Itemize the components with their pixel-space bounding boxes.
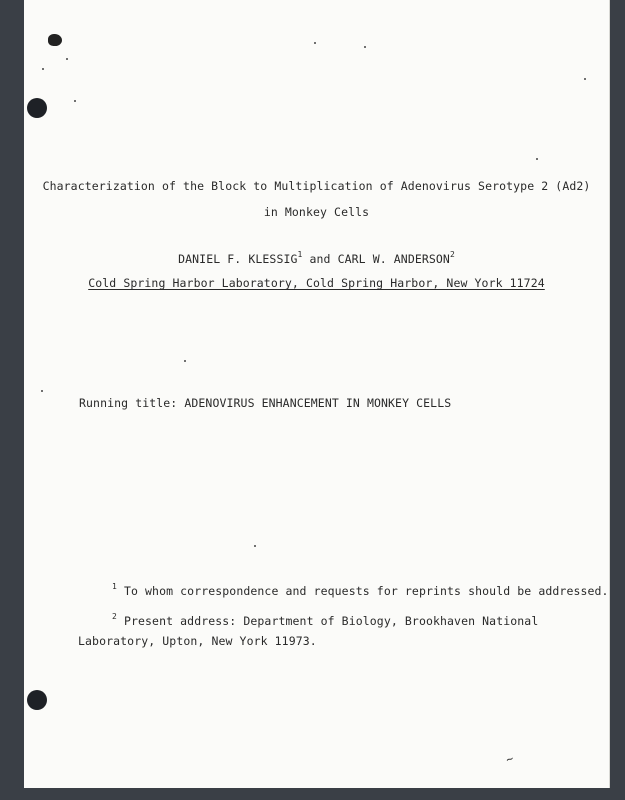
speck [364,46,366,48]
speck [66,58,68,60]
ink-blot [48,34,62,46]
author-1: DANIEL F. KLESSIG [178,252,298,266]
document-title-line1: Characterization of the Block to Multiplication of Adenovirus Serotype 2 (Ad2) [42,179,591,193]
footnote-2-text: Present address: Department of Biology, Brookhaven National [123,614,539,628]
document-title-line2: in Monkey Cells [263,205,370,219]
speck [314,42,316,44]
speck [74,100,76,102]
speck [584,78,586,80]
speck [536,158,538,160]
footnote-1-mark: 1 [112,582,117,591]
corner-pencil-mark: ~ [503,751,516,767]
footnote-2-mark: 2 [112,612,117,621]
author-joiner: and [309,252,331,266]
document-page [24,0,610,788]
authors-line [24,250,609,266]
footnote-2 [112,612,538,628]
footnote-2-continued: Laboratory, Upton, New York 11973. [78,634,317,648]
binder-hole-bottom [27,690,47,710]
speck [41,390,43,392]
footnote-1 [112,582,609,598]
speck [184,360,186,362]
footnote-1-text: To whom correspondence and requests for reprints should be addressed. [123,584,609,598]
author-2: CARL W. ANDERSON [337,252,450,266]
author-2-mark: 2 [449,250,455,259]
binder-hole-top [27,98,47,118]
speck [254,545,256,547]
affiliation: Cold Spring Harbor Laboratory, Cold Spring Harbor, New York 11724 [88,276,545,290]
speck [42,68,44,70]
running-title: Running title: ADENOVIRUS ENHANCEMENT IN MONKEY CELLS [79,396,452,410]
author-1-mark: 1 [297,250,303,259]
